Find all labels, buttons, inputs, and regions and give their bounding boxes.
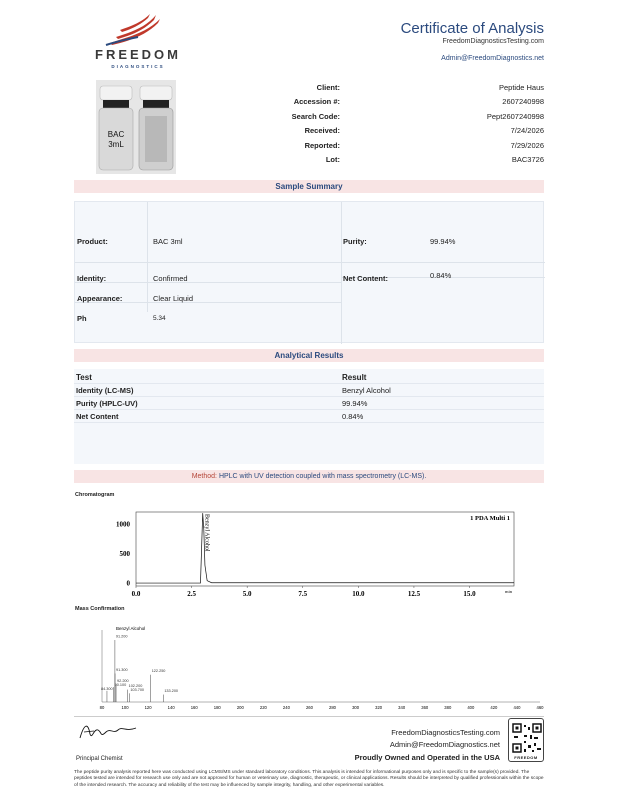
x-tick-label: 280 [329,705,337,710]
document-title: Certificate of Analysis [400,20,544,37]
test-column-header: Test [76,373,92,382]
x-tick-label: 10.0 [352,590,365,598]
header-email-link[interactable]: Admin@FreedomDiagnostics.net [441,55,544,62]
x-tick-label: 300 [352,705,360,710]
vial-label-line1: BAC [107,130,125,139]
peak-mz-label: 91.300 [116,667,128,672]
x-tick-label: 5.0 [242,590,252,598]
x-tick-label: 160 [190,705,198,710]
certificate-page [68,8,544,798]
meta-value: Peptide Haus [498,82,544,92]
peak-mz-label: 122.250 [151,669,166,674]
footer-website-link[interactable]: FreedomDiagnosticsTesting.com [391,728,500,737]
identity-label: Identity: [77,274,107,283]
x-unit-label: min [504,589,512,594]
product-photo [96,80,176,174]
meta-row [248,109,544,124]
product-label: Product: [77,237,108,246]
test-name: Net Content [76,412,119,421]
meta-value: BAC3726 [511,155,544,165]
product-value: BAC 3ml [153,237,183,246]
flag-logo-icon [88,13,188,47]
x-tick-label: 400 [467,705,475,710]
x-tick-label: 120 [144,705,152,710]
test-result: 99.94% [342,399,368,408]
mass-confirmation-label: Mass Confirmation [75,606,125,612]
y-tick-label: 1000 [116,520,130,529]
logo-wordmark: FREEDOM [95,47,181,62]
test-name: Purity (HPLC-UV) [76,399,138,408]
appearance-value: Clear Liquid [153,294,194,303]
meta-value: 7/24/2026 [510,126,544,136]
meta-value: 2607240998 [502,97,544,107]
y-tick-label: 0 [126,579,130,588]
x-tick-label: 460 [536,705,544,710]
results-header-row [74,371,544,384]
chromatogram-svg [74,504,544,604]
chromatogram-chart [74,504,544,604]
y-tick-label: 500 [119,549,130,558]
meta-value: 7/29/2026 [510,140,544,150]
logo-subtitle: DIAGNOSTICS [111,64,165,69]
sample-summary-table [74,201,544,343]
x-tick-label: 12.5 [407,590,421,598]
meta-row [248,153,544,168]
owned-statement: Proudly Owned and Operated in the USA [354,753,500,762]
x-tick-label: 200 [236,705,244,710]
x-tick-label: 260 [305,705,313,710]
qr-code-icon [510,721,544,755]
x-tick-label: 80 [99,705,105,710]
peak-mz-label: 91.200 [115,634,128,639]
peak-label: Benzyl Alcohol [203,514,210,552]
x-tick-label: 220 [259,705,267,710]
meta-row [248,138,544,153]
x-tick-label: 240 [282,705,290,710]
mass-spectrum-chart [74,620,544,716]
footer-email-link[interactable]: Admin@FreedomDiagnostics.net [389,740,500,749]
chemist-signature [78,720,138,742]
peak-mz-label: 90.100 [114,683,127,688]
peak-mz-label: 103.700 [130,687,145,692]
plot-frame [136,512,514,586]
purity-label: Purity: [343,237,367,246]
qr-code[interactable] [508,718,544,762]
result-column-header: Result [342,373,367,382]
x-tick-label: 440 [513,705,521,710]
analytical-results-table [74,369,544,464]
x-tick-label: 2.5 [187,590,196,598]
meta-label: Reported: [304,140,340,150]
x-tick-label: 0.0 [131,590,141,598]
ph-value: 5.34 [153,315,166,322]
table-row [74,410,544,423]
header-website-link[interactable]: FreedomDiagnosticsTesting.com [442,38,544,45]
identity-value: Confirmed [153,274,188,283]
meta-value: Pept2607240998 [486,111,544,121]
chromatogram-trace [136,513,514,583]
peak-mz-label: 84.300 [100,686,113,691]
appearance-label: Appearance: [77,294,123,303]
x-tick-label: 380 [444,705,452,710]
test-name: Identity (LC-MS) [76,386,134,395]
meta-row [248,80,544,95]
company-logo [88,13,188,71]
x-tick-label: 180 [213,705,221,710]
disclaimer-text: The peptide purity analysis reported here was conducted using LCMS/MS under standard laboratory conditions. This analysis is intended for informational purposes only and is specific to the sample(s) provided. The peptides tested are intended for research use only and are not approved for human or veterinary use, diagnostic, therapeutic, or clinical applications. Results should be interpreted by qualified professionals within the scope of the intended research. The accuracy and reliability of the test may be influenced by sample integrity, handling, and other experimental variables. [74,770,544,788]
purity-value: 99.94% [430,237,456,246]
x-tick-label: 7.5 [298,590,308,598]
net-content-label: Net Content: [343,274,388,283]
ph-label: Ph [77,314,87,323]
table-row [74,384,544,397]
meta-label: Lot: [325,155,340,165]
meta-label: Accession #: [293,97,340,107]
method-text: HPLC with UV detection coupled with mass spectrometry (LC-MS). [218,473,427,480]
x-tick-label: 360 [421,705,429,710]
x-tick-label: 340 [398,705,406,710]
chemist-title: Principal Chemist [76,756,123,762]
table-row [74,397,544,410]
meta-label: Search Code: [291,111,340,121]
meta-row [248,124,544,139]
x-tick-label: 15.0 [463,590,476,598]
x-tick-label: 100 [121,705,129,710]
meta-row [248,95,544,110]
meta-label: Received: [304,126,340,136]
sample-summary-heading: Sample Summary [74,180,544,193]
net-content-value: 0.84% [430,271,452,280]
method-banner [74,470,544,483]
meta-label: Client: [316,82,340,92]
test-result: 0.84% [342,412,364,421]
spectrum-title: Benzyl Alcohol [116,626,146,631]
analytical-results-heading: Analytical Results [74,349,544,362]
x-tick-label: 140 [167,705,175,710]
vial-label-line2: 3mL [108,140,124,149]
peak-mz-label: 92.200 [117,679,129,684]
accession-info [248,80,544,167]
x-tick-label: 420 [490,705,498,710]
peak-mz-label: 133.200 [164,689,179,694]
method-label: Method: [191,473,217,480]
chromatogram-label: Chromatogram [75,492,115,498]
qr-caption: FREEDOM [514,755,538,760]
chart-legend: 1 PDA Multi 1 [470,515,510,522]
test-result: Benzyl Alcohol [342,386,391,395]
peak-mz-label: 102.200 [128,684,143,689]
x-tick-label: 320 [375,705,383,710]
mass-spectrum-svg [74,620,544,716]
